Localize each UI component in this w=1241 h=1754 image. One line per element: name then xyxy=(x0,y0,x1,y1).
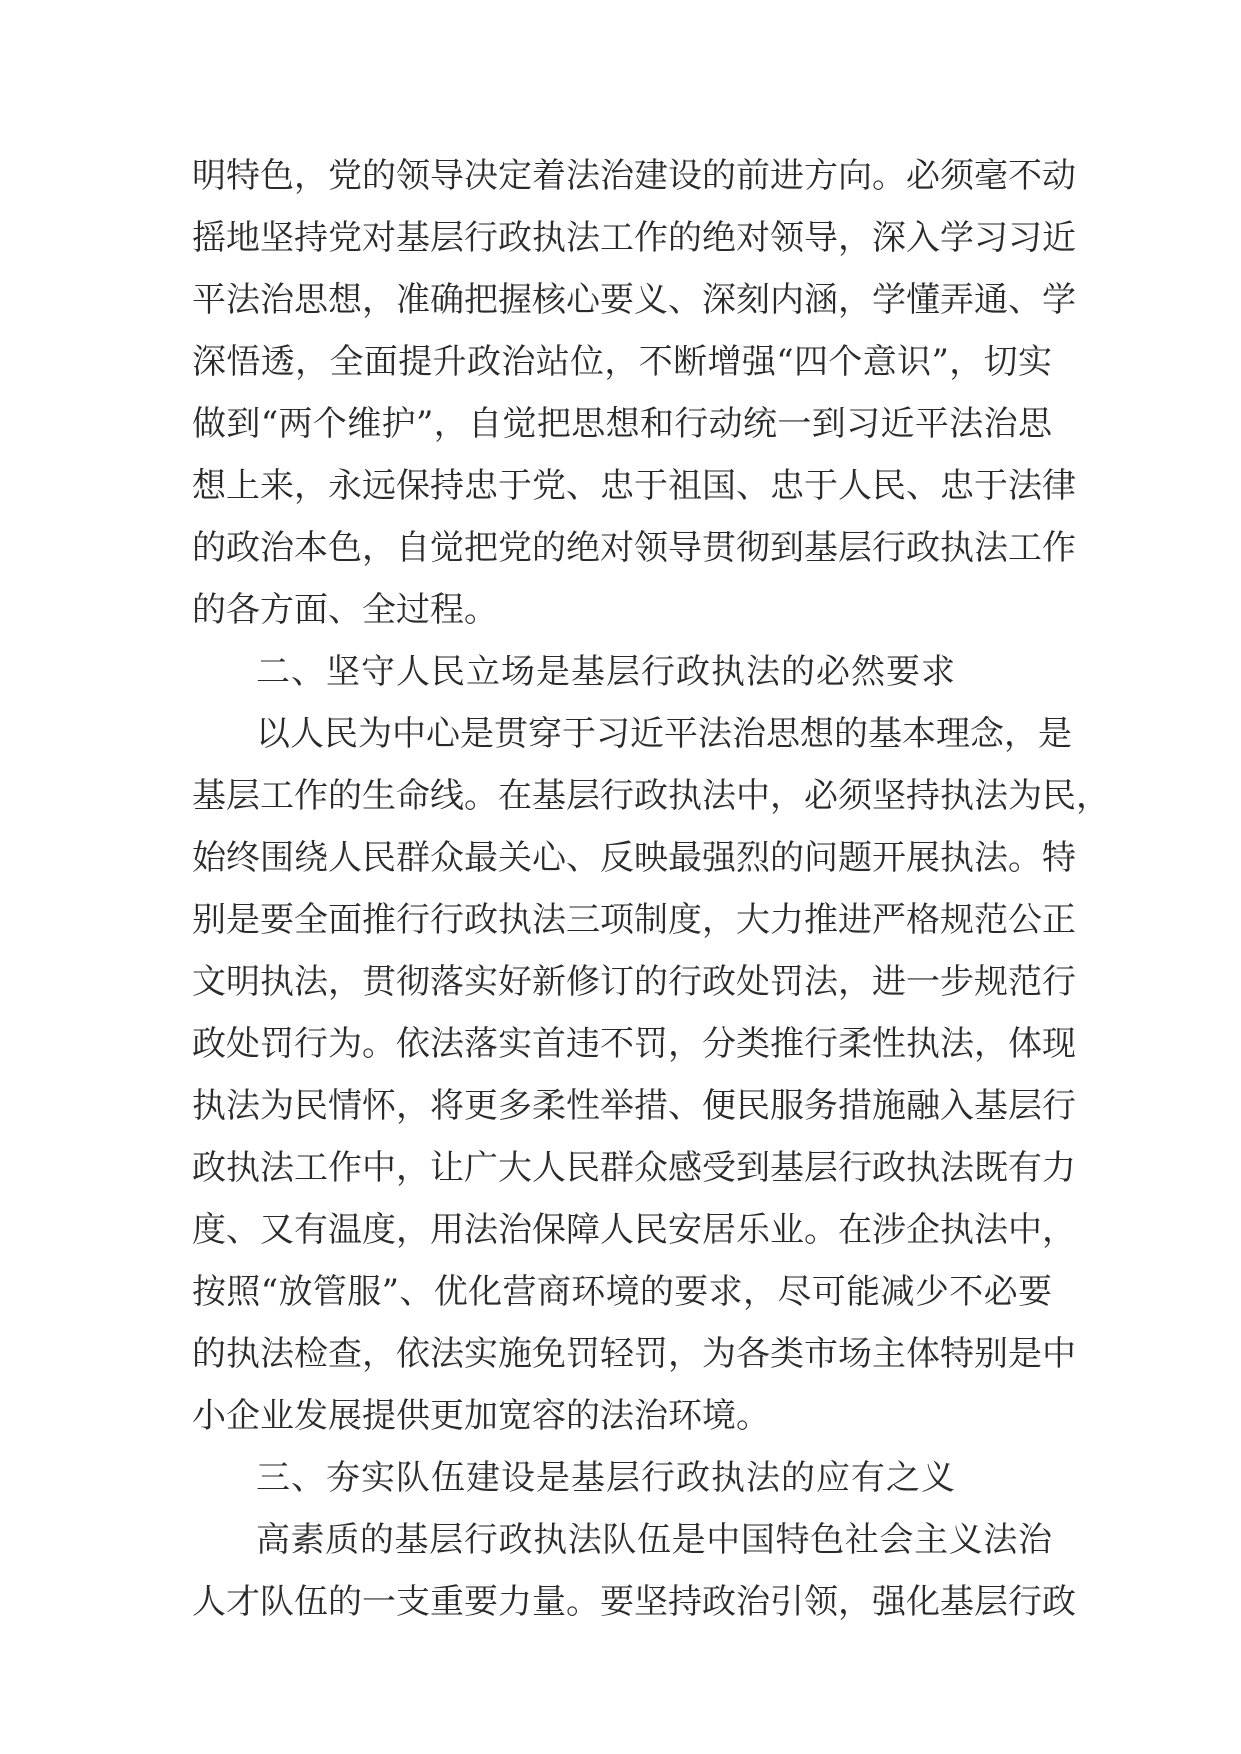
paragraph-1-line-7: 的政治本色，自觉把党的绝对领导贯彻到基层行政执法工作 xyxy=(192,528,1076,568)
paragraph-2-line-1: 以人民为中心是贯穿于习近平法治思想的基本理念，是 xyxy=(256,714,1072,754)
section-heading-3: 三、夯实队伍建设是基层行政执法的应有之义 xyxy=(256,1458,956,1498)
paragraph-1-line-4: 深悟透，全面提升政治站位，不断增强“四个意识”，切实 xyxy=(192,342,1052,382)
paragraph-1-line-2: 摇地坚持党对基层行政执法工作的绝对领导，深入学习习近 xyxy=(192,218,1076,258)
section-heading-2: 二、坚守人民立场是基层行政执法的必然要求 xyxy=(256,652,956,692)
paragraph-2-line-7: 执法为民情怀，将更多柔性举措、便民服务措施融入基层行 xyxy=(192,1086,1076,1126)
paragraph-2-line-3: 始终围绕人民群众最关心、反映最强烈的问题开展执法。特 xyxy=(192,838,1076,878)
paragraph-2-line-11: 的执法检查，依法实施免罚轻罚，为各类市场主体特别是中 xyxy=(192,1334,1076,1374)
paragraph-2-line-6: 政处罚行为。依法落实首违不罚，分类推行柔性执法，体现 xyxy=(192,1024,1076,1064)
paragraph-2-line-5: 文明执法，贯彻落实好新修订的行政处罚法，进一步规范行 xyxy=(192,962,1076,1002)
paragraph-2-line-2: 基层工作的生命线。在基层行政执法中，必须坚持执法为民， xyxy=(192,776,1110,816)
paragraph-1-line-1: 明特色，党的领导决定着法治建设的前进方向。必须毫不动 xyxy=(192,156,1076,196)
paragraph-2-line-10: 按照“放管服”、优化营商环境的要求，尽可能减少不必要 xyxy=(192,1272,1052,1312)
paragraph-2-line-4: 别是要全面推行行政执法三项制度，大力推进严格规范公正 xyxy=(192,900,1076,940)
paragraph-3-line-2: 人才队伍的一支重要力量。要坚持政治引领，强化基层行政 xyxy=(192,1582,1076,1622)
paragraph-1-line-8: 的各方面、全过程。 xyxy=(192,590,498,630)
paragraph-2-line-12: 小企业发展提供更加宽容的法治环境。 xyxy=(192,1396,770,1436)
paragraph-1-line-5: 做到“两个维护”，自觉把思想和行动统一到习近平法治思 xyxy=(192,404,1052,444)
paragraph-2-line-8: 政执法工作中，让广大人民群众感受到基层行政执法既有力 xyxy=(192,1148,1076,1188)
paragraph-1-line-3: 平法治思想，准确把握核心要义、深刻内涵，学懂弄通、学 xyxy=(192,280,1076,320)
paragraph-3-line-1: 高素质的基层行政执法队伍是中国特色社会主义法治 xyxy=(256,1520,1052,1560)
paragraph-1-line-6: 想上来，永远保持忠于党、忠于祖国、忠于人民、忠于法律 xyxy=(192,466,1076,506)
paragraph-2-line-9: 度、又有温度，用法治保障人民安居乐业。在涉企执法中， xyxy=(192,1210,1076,1250)
